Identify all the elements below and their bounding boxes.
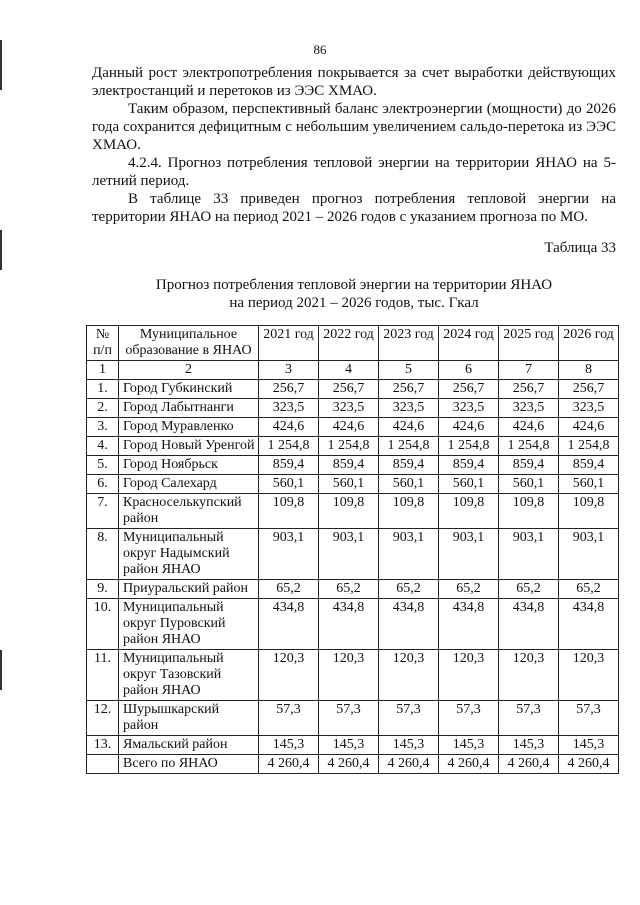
value-2023: 434,8 <box>379 599 439 650</box>
row-number <box>87 755 119 774</box>
value-2021: 256,7 <box>259 380 319 399</box>
value-2022: 4 260,4 <box>319 755 379 774</box>
value-2025: 434,8 <box>499 599 559 650</box>
index-cell: 6 <box>439 361 499 380</box>
value-2023: 903,1 <box>379 529 439 580</box>
value-2025: 424,6 <box>499 418 559 437</box>
municipality-name: Всего по ЯНАО <box>119 755 259 774</box>
value-2026: 434,8 <box>559 599 619 650</box>
municipality-name: Город Муравленко <box>119 418 259 437</box>
row-number: 13. <box>87 736 119 755</box>
value-2022: 120,3 <box>319 650 379 701</box>
municipality-name: Приуральский район <box>119 580 259 599</box>
table-title-line1: Прогноз потребления тепловой энергии на территории ЯНАО <box>155 277 553 293</box>
row-number: 9. <box>87 580 119 599</box>
row-number: 4. <box>87 437 119 456</box>
value-2021: 120,3 <box>259 650 319 701</box>
value-2024: 57,3 <box>439 701 499 736</box>
header-2024: 2024 год <box>439 326 499 361</box>
index-cell: 1 <box>87 361 119 380</box>
index-cell: 2 <box>119 361 259 380</box>
value-2021: 65,2 <box>259 580 319 599</box>
municipality-name: Город Губкинский <box>119 380 259 399</box>
value-2021: 424,6 <box>259 418 319 437</box>
value-2023: 256,7 <box>379 380 439 399</box>
value-2023: 65,2 <box>379 580 439 599</box>
value-2024: 109,8 <box>439 494 499 529</box>
table-row <box>87 736 619 755</box>
value-2021: 560,1 <box>259 475 319 494</box>
header-2021: 2021 год <box>259 326 319 361</box>
index-cell: 8 <box>559 361 619 380</box>
value-2024: 256,7 <box>439 380 499 399</box>
value-2024: 120,3 <box>439 650 499 701</box>
value-2022: 434,8 <box>319 599 379 650</box>
table-row <box>87 580 619 599</box>
value-2026: 65,2 <box>559 580 619 599</box>
table-header-row <box>87 326 619 361</box>
value-2026: 120,3 <box>559 650 619 701</box>
scan-edge-marks <box>0 0 6 905</box>
value-2022: 109,8 <box>319 494 379 529</box>
municipality-name: Муниципальный округ Пуровский район ЯНАО <box>119 599 259 650</box>
value-2024: 4 260,4 <box>439 755 499 774</box>
value-2025: 256,7 <box>499 380 559 399</box>
value-2023: 109,8 <box>379 494 439 529</box>
row-number: 12. <box>87 701 119 736</box>
value-2023: 560,1 <box>379 475 439 494</box>
value-2025: 903,1 <box>499 529 559 580</box>
paragraph-3: 4.2.4. Прогноз потребления тепловой энергии на территории ЯНАО на 5-летний период. <box>92 155 616 189</box>
value-2023: 4 260,4 <box>379 755 439 774</box>
value-2024: 1 254,8 <box>439 437 499 456</box>
value-2026: 109,8 <box>559 494 619 529</box>
value-2026: 424,6 <box>559 418 619 437</box>
row-number: 11. <box>87 650 119 701</box>
row-number: 8. <box>87 529 119 580</box>
value-2025: 145,3 <box>499 736 559 755</box>
header-num: № п/п <box>87 326 119 361</box>
row-number: 2. <box>87 399 119 418</box>
row-number: 7. <box>87 494 119 529</box>
value-2021: 434,8 <box>259 599 319 650</box>
value-2024: 323,5 <box>439 399 499 418</box>
value-2025: 1 254,8 <box>499 437 559 456</box>
header-name: Муниципальное образование в ЯНАО <box>119 326 259 361</box>
value-2024: 145,3 <box>439 736 499 755</box>
value-2024: 560,1 <box>439 475 499 494</box>
value-2024: 434,8 <box>439 599 499 650</box>
value-2023: 859,4 <box>379 456 439 475</box>
row-number: 10. <box>87 599 119 650</box>
municipality-name: Шурышкарский район <box>119 701 259 736</box>
value-2022: 903,1 <box>319 529 379 580</box>
municipality-name: Город Лабытнанги <box>119 399 259 418</box>
value-2023: 1 254,8 <box>379 437 439 456</box>
index-cell: 3 <box>259 361 319 380</box>
value-2022: 57,3 <box>319 701 379 736</box>
table-row <box>87 599 619 650</box>
row-number: 6. <box>87 475 119 494</box>
page-number: 86 <box>313 42 327 57</box>
table-row <box>87 529 619 580</box>
value-2022: 256,7 <box>319 380 379 399</box>
value-2023: 424,6 <box>379 418 439 437</box>
table-row <box>87 456 619 475</box>
value-2026: 903,1 <box>559 529 619 580</box>
header-2025: 2025 год <box>499 326 559 361</box>
value-2023: 145,3 <box>379 736 439 755</box>
value-2023: 120,3 <box>379 650 439 701</box>
header-2026: 2026 год <box>559 326 619 361</box>
value-2026: 859,4 <box>559 456 619 475</box>
value-2021: 109,8 <box>259 494 319 529</box>
value-2022: 323,5 <box>319 399 379 418</box>
value-2023: 57,3 <box>379 701 439 736</box>
index-cell: 5 <box>379 361 439 380</box>
table-title-line2: на период 2021 – 2026 годов, тыс. Гкал <box>229 295 479 311</box>
value-2021: 323,5 <box>259 399 319 418</box>
paragraph-1: Данный рост электропотребления покрывается за счет выработки действующих электростанций и перетоков из ЭЭС ХМАО. <box>92 65 616 99</box>
value-2024: 65,2 <box>439 580 499 599</box>
value-2025: 560,1 <box>499 475 559 494</box>
municipality-name: Город Новый Уренгой <box>119 437 259 456</box>
value-2025: 65,2 <box>499 580 559 599</box>
value-2021: 145,3 <box>259 736 319 755</box>
value-2024: 424,6 <box>439 418 499 437</box>
value-2025: 4 260,4 <box>499 755 559 774</box>
value-2023: 323,5 <box>379 399 439 418</box>
table-row <box>87 418 619 437</box>
value-2025: 109,8 <box>499 494 559 529</box>
value-2026: 560,1 <box>559 475 619 494</box>
value-2024: 903,1 <box>439 529 499 580</box>
table-row <box>87 399 619 418</box>
value-2026: 4 260,4 <box>559 755 619 774</box>
table-total-row <box>87 755 619 774</box>
table-row <box>87 494 619 529</box>
paragraph-2: Таким образом, перспективный баланс электроэнергии (мощности) до 2026 года сохранится дефицитным с небольшим увеличением сальдо-перетока из ЭЭС ХМАО. <box>92 101 616 153</box>
row-number: 3. <box>87 418 119 437</box>
value-2021: 1 254,8 <box>259 437 319 456</box>
value-2025: 120,3 <box>499 650 559 701</box>
table-title <box>92 276 616 312</box>
value-2021: 859,4 <box>259 456 319 475</box>
table-row <box>87 380 619 399</box>
row-number: 5. <box>87 456 119 475</box>
index-cell: 4 <box>319 361 379 380</box>
value-2025: 57,3 <box>499 701 559 736</box>
header-2022: 2022 год <box>319 326 379 361</box>
row-number: 1. <box>87 380 119 399</box>
value-2026: 256,7 <box>559 380 619 399</box>
value-2025: 859,4 <box>499 456 559 475</box>
value-2026: 57,3 <box>559 701 619 736</box>
value-2022: 145,3 <box>319 736 379 755</box>
value-2021: 903,1 <box>259 529 319 580</box>
table-caption: Таблица 33 <box>544 240 616 256</box>
value-2022: 560,1 <box>319 475 379 494</box>
municipality-name: Ямальский район <box>119 736 259 755</box>
value-2022: 1 254,8 <box>319 437 379 456</box>
index-cell: 7 <box>499 361 559 380</box>
table-row <box>87 475 619 494</box>
municipality-name: Красноселькупский район <box>119 494 259 529</box>
column-index-row <box>87 361 619 380</box>
value-2024: 859,4 <box>439 456 499 475</box>
table-row <box>87 650 619 701</box>
municipality-name: Город Ноябрьск <box>119 456 259 475</box>
value-2021: 4 260,4 <box>259 755 319 774</box>
value-2026: 145,3 <box>559 736 619 755</box>
paragraph-4: В таблице 33 приведен прогноз потребления тепловой энергии на территории ЯНАО на период 2021 – 2026 годов с указанием прогноза по МО. <box>92 191 616 225</box>
municipality-name: Город Салехард <box>119 475 259 494</box>
municipality-name: Муниципальный округ Надымский район ЯНАО <box>119 529 259 580</box>
value-2022: 65,2 <box>319 580 379 599</box>
value-2021: 57,3 <box>259 701 319 736</box>
heat-consumption-table <box>86 325 619 774</box>
municipality-name: Муниципальный округ Тазовский район ЯНАО <box>119 650 259 701</box>
value-2022: 859,4 <box>319 456 379 475</box>
value-2026: 1 254,8 <box>559 437 619 456</box>
value-2022: 424,6 <box>319 418 379 437</box>
table-row <box>87 701 619 736</box>
table-row <box>87 437 619 456</box>
value-2026: 323,5 <box>559 399 619 418</box>
header-2023: 2023 год <box>379 326 439 361</box>
value-2025: 323,5 <box>499 399 559 418</box>
